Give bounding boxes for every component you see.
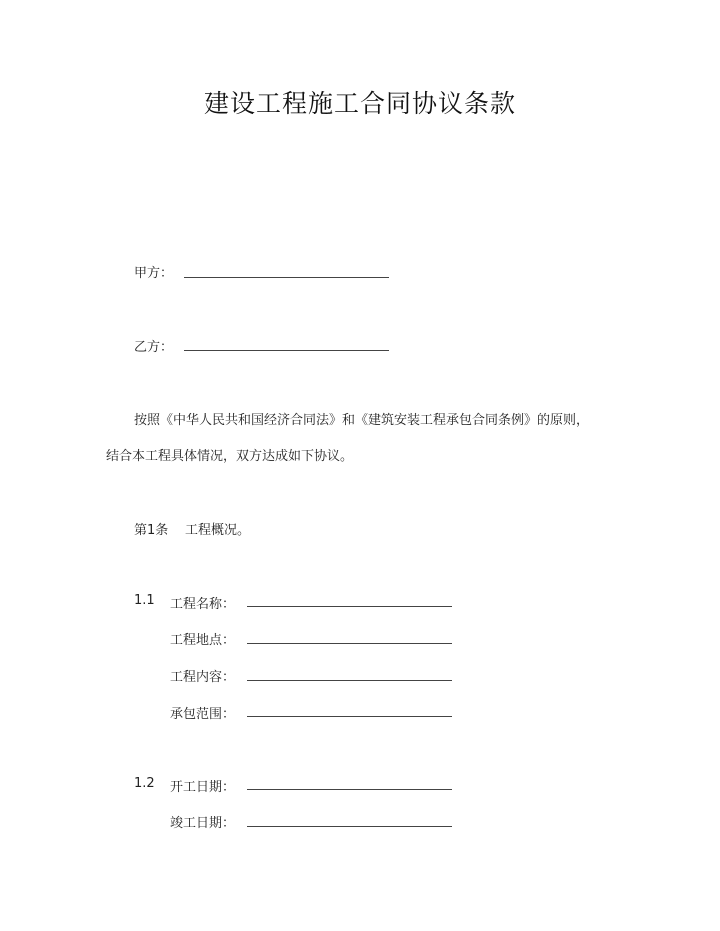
field-project-name-blank <box>247 606 452 607</box>
party-b-blank <box>184 350 389 351</box>
field-project-name-label: 工程名称： <box>170 597 236 612</box>
field-project-content-blank <box>247 680 452 681</box>
field-contract-scope-blank <box>247 716 452 717</box>
party-a-label: 甲方： <box>134 266 174 281</box>
field-project-location-blank <box>247 643 452 644</box>
preamble-line-1: 按照《中华人民共和国经济合同法》和《建筑安装工程承包合同条例》的原则， <box>134 413 590 428</box>
party-b-label: 乙方： <box>134 340 174 355</box>
field-contract-scope-label: 承包范围： <box>170 707 236 722</box>
section-1-2-number: 1.2 <box>134 776 155 791</box>
field-completion-date-blank <box>247 826 452 827</box>
field-start-date-blank <box>247 789 452 790</box>
section-1-1-number: 1.1 <box>134 593 155 608</box>
field-project-location-label: 工程地点： <box>170 633 236 648</box>
field-start-date-label: 开工日期： <box>170 780 236 795</box>
field-completion-date-label: 竣工日期： <box>170 816 236 831</box>
field-project-content-label: 工程内容： <box>170 670 236 685</box>
party-a-blank <box>184 277 389 278</box>
article-1-heading: 工程概况。 <box>185 523 251 538</box>
document-title: 建设工程施工合同协议条款 <box>203 89 516 118</box>
preamble-line-2: 结合本工程具体情况，双方达成如下协议。 <box>106 449 354 464</box>
article-1-number: 第1条 <box>134 523 169 538</box>
